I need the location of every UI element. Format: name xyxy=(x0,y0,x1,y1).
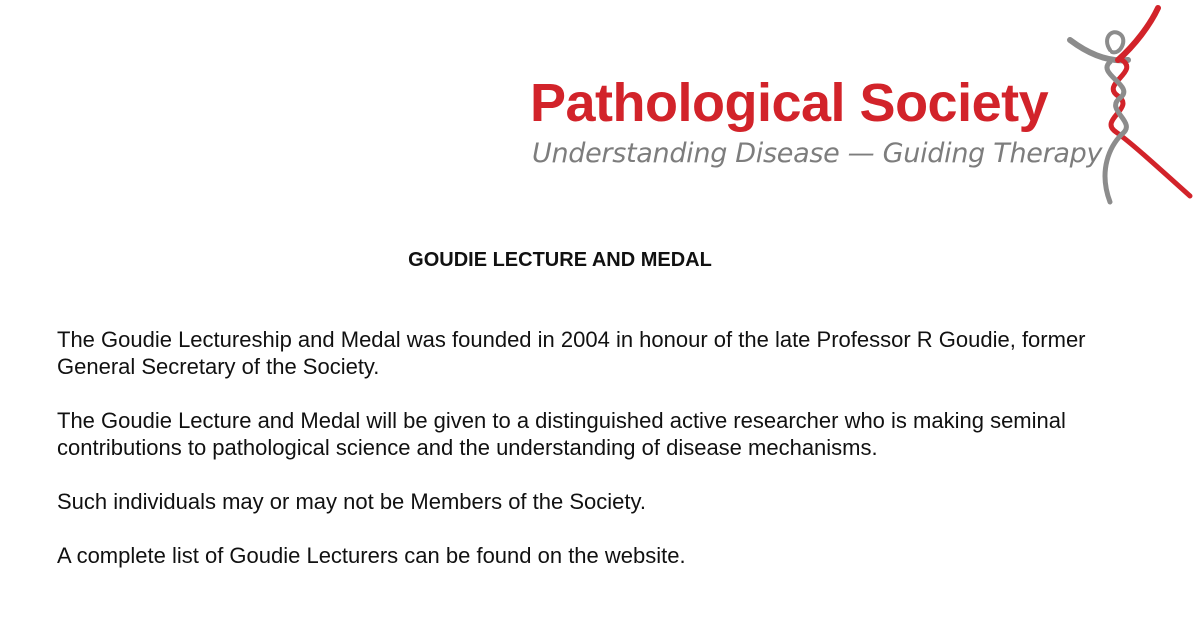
paragraph-founding: The Goudie Lectureship and Medal was founded in 2004 in honour of the late Professor R Goudie, former General Secretary of the Society. xyxy=(57,327,1086,379)
paragraph-lecturers-list: A complete list of Goudie Lecturers can be found on the website. xyxy=(57,543,686,568)
document-body xyxy=(57,326,1107,596)
paragraph-award-criteria: The Goudie Lecture and Medal will be given to a distinguished active researcher who is making seminal contributions to pathological science and the understanding of disease mechanisms. xyxy=(57,408,1066,460)
document-title: GOUDIE LECTURE AND MEDAL xyxy=(408,249,712,271)
logo-tagline: Understanding Disease — Guiding Therapy xyxy=(532,138,1103,169)
dna-figure-icon xyxy=(1040,0,1200,210)
logo-society-name: Pathological Society xyxy=(530,73,1049,133)
paragraph-membership: Such individuals may or may not be Members of the Society. xyxy=(57,489,646,514)
society-logo xyxy=(520,0,1200,210)
